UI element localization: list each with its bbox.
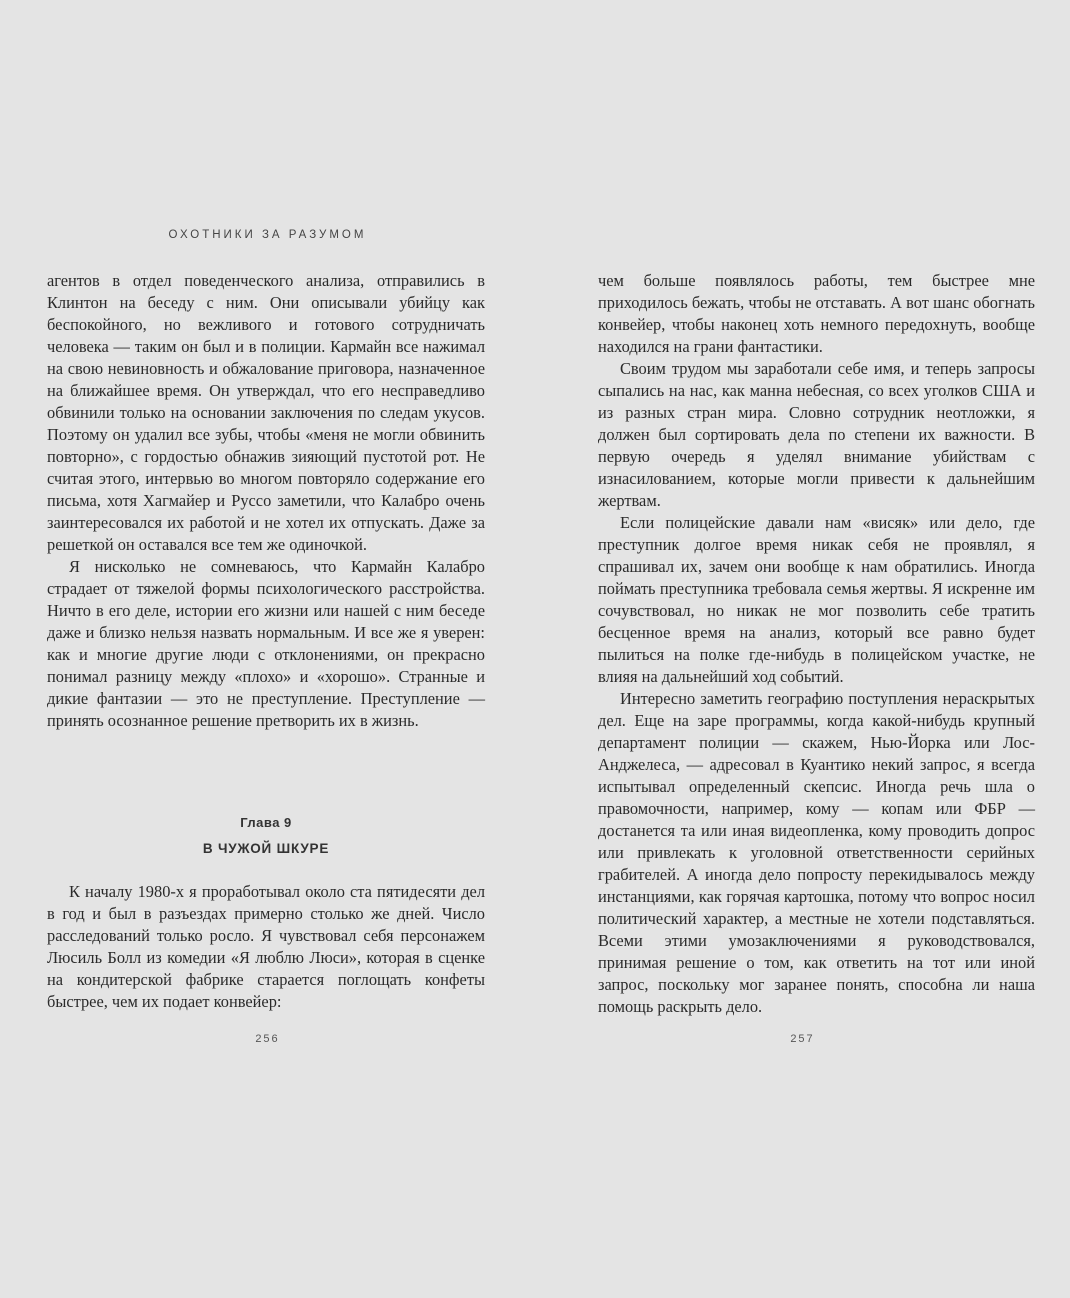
page-number-right: 257 [790,1033,815,1045]
left-text-upper [47,270,485,732]
right-page [535,0,1070,1298]
right-text [598,270,1035,1018]
paragraph: Своим трудом мы заработали себе имя, и теперь запросы сыпались на нас, как манна небесная, со всех уголков США и из разных стран мира. Словно сотрудник неотложки, я должен был сортировать дела по степени их важности. В первую очередь я уделял внимание убийствам с изнасилованием, которые могли привести к дальнейшим жертвам. [598,359,1035,510]
chapter-title: В ЧУЖОЙ ШКУРЕ [202,841,330,856]
paragraph: К началу 1980-х я проработывал около ста пятидесяти дел в год и был в разъездах примерно столько же дней. Число расследований только росло. Я чувствовал себя персонажем Люсиль Болл из комедии «Я люблю Люси», которая в сценке на кондитерской фабрике старается поглощать конфеты быстрее, чем их подает конвейер: [47,882,485,1011]
page-number-left: 256 [255,1033,280,1045]
paragraph: чем больше появлялось работы, тем быстрее мне приходилось бежать, чтобы не отставать. А вот шанс обогнать конвейер, чтобы наконец хоть немного передохнуть, вообще находился на грани фантастики. [598,271,1035,356]
paragraph: Интересно заметить географию поступления нераскрытых дел. Еще на заре программы, когда какой-нибудь крупный департамент полиции — скажем, Нью-Йорка или Лос-Анджелеса, — адресовал в Куантико некий запрос, я всегда испытывал определенный скепсис. Иногда речь шла о правомочности, например, кому — копам или ФБР — достанется та или иная видеопленка, кому проводить допрос или привлекать к уголовной ответственности серийных грабителей. А иногда дело попросту перекидывалось между инстанциями, как горячая картошка, потому что вопрос носил политический характер, а местные не хотели подставляться. Всеми этими умозаключениями я руководствовался, принимая решение о том, как ответить на тот или иной запрос, поскольку мог заранее понять, способна ли наша помощь раскрыть дело. [598,689,1035,1016]
left-text-lower [47,881,485,1013]
paragraph: агентов в отдел поведенческого анализа, отправились в Клинтон на беседу с ним. Они описывали убийцу как беспокойного, но вежливого и готового сотрудничать человека — таким он был и в полиции. Кармайн все нажимал на свою невиновность и обжалование приговора, назначенное на ближайшее время. Он утверждал, что его несправедливо обвинили только на основании заключения по следам укусов. Поэтому он удалил все зубы, чтобы «меня не могли обвинить повторно», с гордостью обнажив зияющий пустотой рот. Не считая этого, интервью во многом повторяло содержание его письма, хотя Хагмайер и Руссо заметили, что Калабро очень заинтересовался их работой и не хотел их отпускать. Даже за решеткой он оставался все тем же одиночкой. [47,271,485,554]
running-head: ОХОТНИКИ ЗА РАЗУМОМ [168,229,367,241]
chapter-number: Глава 9 [240,815,292,830]
paragraph: Если полицейские давали нам «висяк» или дело, где преступник долгое время никак себя не проявлял, я спрашивал их, зачем они вообще к нам обратились. Иногда поймать преступника требовала семья жертвы. Я искренне им сочувствовал, но никак не мог позволить себе тратить бесценное время на анализ, который все равно будет пылиться на полке где-нибудь в полицейском участке, не влияя на дальнейший ход событий. [598,513,1035,686]
paragraph: Я нисколько не сомневаюсь, что Кармайн Калабро страдает от тяжелой формы психологического расстройства. Ничто в его деле, истории его жизни или нашей с ним беседе даже и близко нельзя назвать нормальным. И все же я уверен: как и многие другие люди с отклонениями, он прекрасно понимал разницу между «плохо» и «хорошо». Странные и дикие фантазии — это не преступление. Преступление — принять осознанное решение претворить их в жизнь. [47,557,485,730]
